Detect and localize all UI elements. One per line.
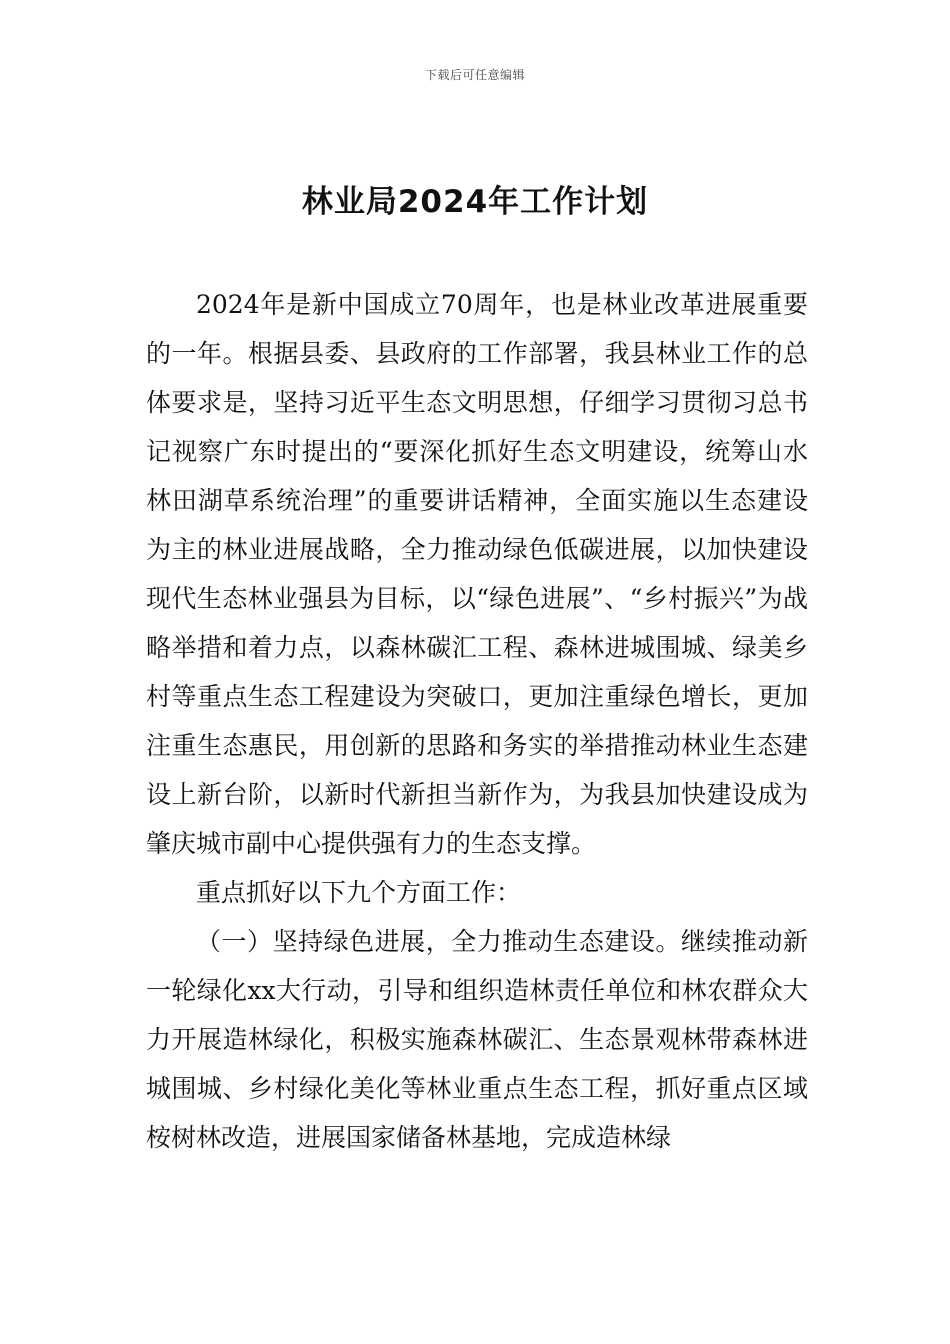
document-body bbox=[146, 280, 808, 1162]
section-lead-paragraph: 重点抓好以下九个方面工作： bbox=[196, 878, 522, 907]
header-note: 下载后可任意编辑 bbox=[424, 68, 525, 82]
document-title: 林业局2024年工作计划 bbox=[301, 184, 649, 220]
section-one-paragraph: （一）坚持绿色进展，全力推动生态建设。继续推动新一轮绿化xx大行动，引导和组织造林责任单位和林农群众大力开展造林绿化，积极实施森林碳汇、生态景观林带森林进城围城、乡村绿化美化等林业重点生态工程，抓好重点区域桉树林改造，进展国家储备林基地，完成造林绿 bbox=[146, 927, 808, 1152]
intro-paragraph: 2024年是新中国成立70周年，也是林业改革进展重要的一年。根据县委、县政府的工作部署，我县林业工作的总体要求是，坚持习近平生态文明思想，仔细学习贯彻习总书记视察广东时提出的“要深化抓好生态文明建设，统筹山水林田湖草系统治理”的重要讲话精神，全面实施以生态建设为主的林业进展战略，全力推动绿色低碳进展，以加快建设现代生态林业强县为目标，以“绿色进展”、“乡村振兴”为战略举措和着力点，以森林碳汇工程、森林进城围城、绿美乡村等重点生态工程建设为突破口，更加注重绿色增长，更加注重生态惠民，用创新的思路和务实的举措推动林业生态建设上新台阶，以新时代新担当新作为，为我县加快建设成为肇庆城市副中心提供强有力的生态支撑。 bbox=[146, 290, 808, 858]
